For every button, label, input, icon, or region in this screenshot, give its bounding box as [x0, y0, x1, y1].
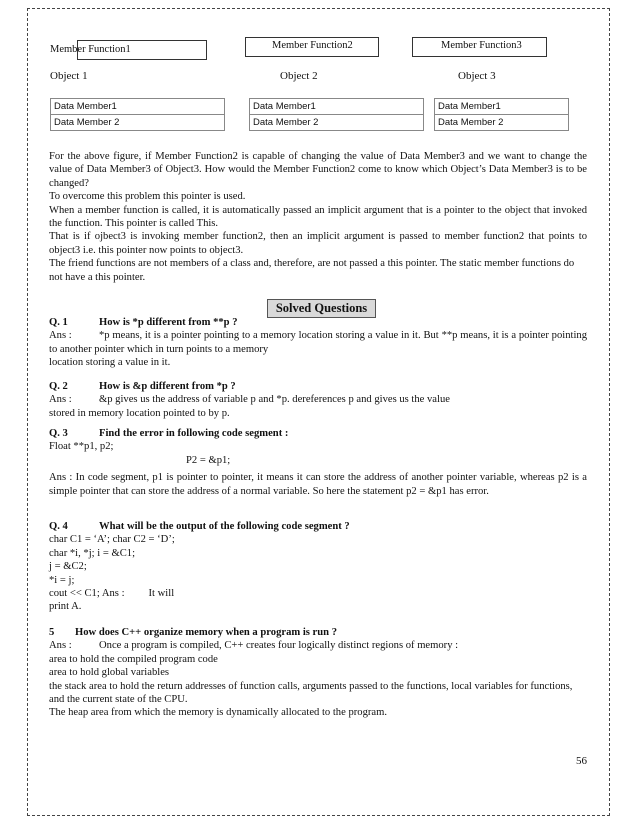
question-5: [49, 626, 587, 720]
question-number: Q. 1: [49, 317, 68, 328]
intro-paragraph: For the above figure, if Member Function2 is capable of changing the value of Data Member3 and we want to change the value of Data Member3 of Object3. How would the Member Function2 come to know which Object’s Data Member3 is to be changed?: [49, 151, 587, 189]
answer-text: &p gives us the address of variable p and *p. dereferences p and gives us the value: [99, 394, 450, 406]
question-1: [49, 316, 587, 370]
code-line: *i = j;: [49, 574, 75, 586]
answer-text: Ans : In code segment, p1 is pointer to pointer, it means it can store the address of another pointer variable, whereas p2 is a simple pointer that can store the address of a normal variable. So here the statement p2 = &p1 has error.: [49, 472, 587, 497]
code-line: cout << C1; Ans :: [49, 588, 125, 600]
intro-paragraph: To overcome this problem this pointer is used.: [49, 191, 246, 203]
answer-label: Ans :: [49, 640, 72, 652]
answer-text: area to hold the compiled program code: [49, 653, 218, 665]
object1-label: Object 1: [50, 70, 88, 82]
question-number: 5: [49, 627, 55, 638]
member-function2-label: Member Function2: [272, 40, 353, 51]
intro-text: [49, 150, 587, 284]
answer-text: print A.: [49, 601, 82, 613]
code-line: char C1 = ‘A’; char C2 = ‘D’;: [49, 534, 175, 546]
answer-text: location storing a value in it.: [49, 357, 171, 369]
page-number: 56: [576, 755, 587, 767]
question-text: How is *p different from **p ?: [99, 317, 238, 328]
answer-text: Once a program is compiled, C++ creates four logically distinct regions of memory :: [99, 640, 459, 652]
intro-paragraph: That is if ojbect3 is invoking member function2, then an implicit argument is passed to member function2 that points to object3 i.e. this pointer now points to object3.: [49, 231, 587, 256]
code-line: P2 = &p1;: [186, 454, 231, 466]
object2-label: Object 2: [280, 70, 318, 82]
answer-text: area to hold global variables: [49, 667, 170, 679]
question-text: How is &p different from *p ?: [99, 381, 236, 392]
question-number: Q. 2: [49, 381, 68, 392]
data-member1-cell: Data Member1: [250, 99, 424, 115]
question-text: What will be the output of the following code segment ?: [99, 521, 350, 532]
object3-label: Object 3: [458, 70, 496, 82]
answer-text: *p means, it is a pointer pointing to a memory location storing a value in it. But **p means, it is a pointer pointing to another pointer which in turn points to a memory: [49, 330, 587, 355]
question-2: [49, 380, 587, 420]
answer-label: Ans :: [49, 330, 72, 342]
object1-data-members: [50, 98, 225, 131]
question-number: Q. 3: [49, 428, 68, 439]
data-member1-cell: Data Member1: [435, 99, 569, 115]
code-line: j = &C2;: [49, 561, 87, 573]
code-line: char *i, *j; i = &C1;: [49, 547, 136, 559]
data-member2-cell: Data Member 2: [435, 115, 569, 131]
object3-data-members: [434, 98, 569, 131]
question-text: Find the error in following code segment :: [99, 428, 289, 439]
answer-text: It will: [148, 588, 175, 600]
answer-text: The heap area from which the memory is dynamically allocated to the program.: [49, 707, 387, 719]
answer-text: the stack area to hold the return addresses of function calls, arguments passed to the functions, local variables for functions, and the current state of the CPU.: [49, 680, 573, 706]
question-3: [49, 427, 587, 498]
question-text: How does C++ organize memory when a program is run ?: [75, 627, 337, 638]
data-member2-cell: Data Member 2: [51, 115, 225, 131]
intro-paragraph: The friend functions are not members of a class and, therefore, are not passed a this pointer. The static member functions do not have a this pointer.: [49, 258, 575, 283]
code-line: Float **p1, p2;: [49, 441, 114, 453]
member-function1-label: Member Function1: [50, 44, 131, 55]
data-member2-cell: Data Member 2: [250, 115, 424, 131]
member-function3-label: Member Function3: [441, 40, 522, 51]
section-heading: Solved Questions: [267, 299, 376, 318]
question-4: [49, 520, 587, 614]
answer-text: stored in memory location pointed to by p.: [49, 407, 230, 419]
question-number: Q. 4: [49, 521, 68, 532]
data-member1-cell: Data Member1: [51, 99, 225, 115]
object2-data-members: [249, 98, 424, 131]
intro-paragraph: When a member function is called, it is automatically passed an implicit argument that is a pointer to the object that invoked the function. This pointer is called This.: [49, 204, 587, 230]
answer-label: Ans :: [49, 394, 72, 406]
